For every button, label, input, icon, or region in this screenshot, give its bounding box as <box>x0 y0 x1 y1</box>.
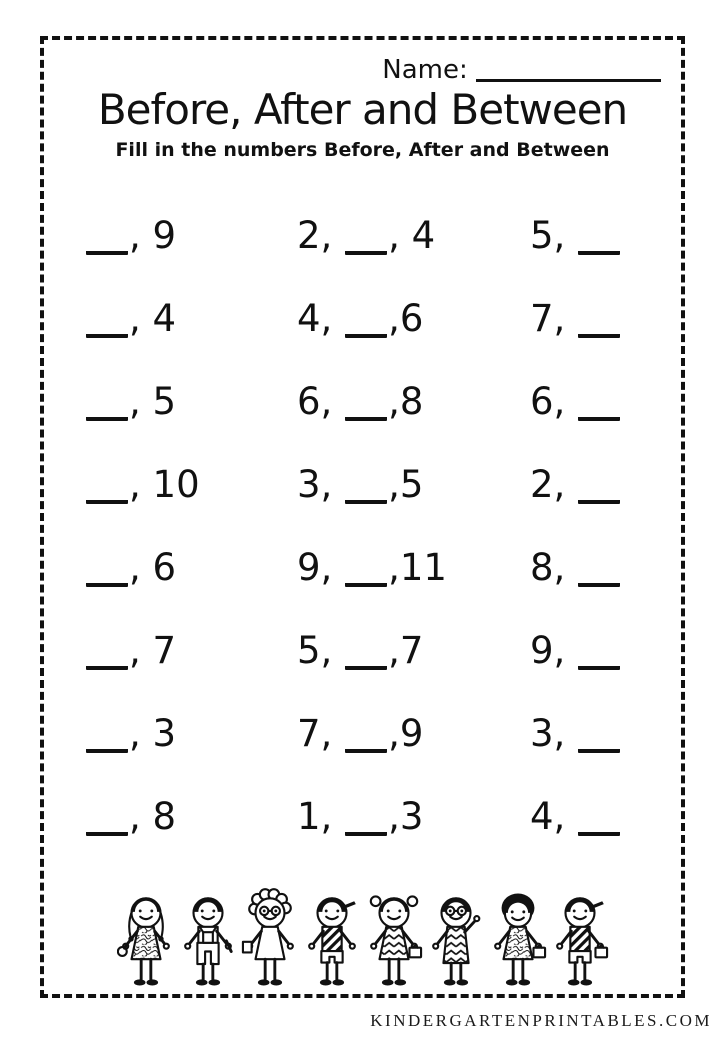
number-text: ,6 <box>388 297 424 340</box>
problem-between <box>297 692 530 775</box>
problem-after <box>530 443 673 526</box>
instructions-text: Fill in the numbers Before, After and Between <box>115 139 610 162</box>
number-text: 7, <box>530 297 578 340</box>
problem-before <box>85 526 297 609</box>
number-text: , 7 <box>129 629 177 672</box>
number-text: 4, <box>297 297 345 340</box>
boy-cap-striped-shirt-case-icon <box>551 885 609 989</box>
problem-before <box>85 277 297 360</box>
girl-pigtails-zigzag-dress-icon <box>365 885 423 989</box>
problem-between <box>297 526 530 609</box>
answer-blank[interactable] <box>345 225 387 255</box>
problem-between <box>297 360 530 443</box>
answer-blank[interactable] <box>578 391 620 421</box>
problem-before <box>85 775 297 858</box>
name-row <box>44 55 681 85</box>
problem-before <box>85 692 297 775</box>
number-text: , 9 <box>129 214 177 257</box>
answer-blank[interactable] <box>86 308 128 338</box>
number-text: , 10 <box>129 463 200 506</box>
boy-overalls-pencil-icon <box>179 885 237 989</box>
problem-between <box>297 277 530 360</box>
number-text: 7, <box>297 712 345 755</box>
name-fill-in-line[interactable] <box>476 59 661 82</box>
number-text: 2, <box>530 463 578 506</box>
problems-grid <box>85 194 673 858</box>
number-text: 9, <box>297 546 345 589</box>
number-text: 3, <box>530 712 578 755</box>
number-text: 5, <box>530 214 578 257</box>
page-title: Before, After and Between <box>97 85 628 134</box>
number-text: ,5 <box>388 463 424 506</box>
number-text: 6, <box>530 380 578 423</box>
answer-blank[interactable] <box>345 640 387 670</box>
answer-blank[interactable] <box>86 557 128 587</box>
answer-blank[interactable] <box>86 640 128 670</box>
problem-between <box>297 443 530 526</box>
answer-blank[interactable] <box>86 474 128 504</box>
number-text: , 5 <box>129 380 177 423</box>
problem-after <box>530 277 673 360</box>
problem-between <box>297 194 530 277</box>
problem-after <box>530 194 673 277</box>
answer-blank[interactable] <box>86 806 128 836</box>
number-text: 1, <box>297 795 345 838</box>
girl-bob-hair-case-icon <box>489 885 547 989</box>
number-text: , 4 <box>129 297 177 340</box>
problem-before <box>85 443 297 526</box>
problem-before <box>85 609 297 692</box>
number-text: 5, <box>297 629 345 672</box>
answer-blank[interactable] <box>86 723 128 753</box>
number-text: 2, <box>297 214 345 257</box>
number-text: 6, <box>297 380 345 423</box>
problem-after <box>530 609 673 692</box>
answer-blank[interactable] <box>578 474 620 504</box>
answer-blank[interactable] <box>345 391 387 421</box>
answer-blank[interactable] <box>345 806 387 836</box>
problem-before <box>85 194 297 277</box>
number-text: 9, <box>530 629 578 672</box>
worksheet-dashed-border <box>40 36 685 998</box>
boy-cap-striped-shirt-icon <box>303 885 361 989</box>
problem-after <box>530 526 673 609</box>
number-text: ,9 <box>388 712 424 755</box>
number-text: , 3 <box>129 712 177 755</box>
number-text: , 6 <box>129 546 177 589</box>
answer-blank[interactable] <box>345 474 387 504</box>
problem-after <box>530 775 673 858</box>
answer-blank[interactable] <box>578 225 620 255</box>
problem-before <box>85 360 297 443</box>
girl-curly-hair-glasses-icon <box>241 885 299 989</box>
name-label: Name: <box>382 55 468 85</box>
answer-blank[interactable] <box>86 225 128 255</box>
answer-blank[interactable] <box>578 557 620 587</box>
boy-glasses-waving-icon <box>427 885 485 989</box>
problem-after <box>530 360 673 443</box>
answer-blank[interactable] <box>345 308 387 338</box>
children-illustration <box>44 885 681 989</box>
answer-blank[interactable] <box>578 723 620 753</box>
number-text: 8, <box>530 546 578 589</box>
answer-blank[interactable] <box>86 391 128 421</box>
number-text: , 8 <box>129 795 177 838</box>
problem-after <box>530 692 673 775</box>
number-text: 3, <box>297 463 345 506</box>
answer-blank[interactable] <box>578 806 620 836</box>
number-text: 4, <box>530 795 578 838</box>
number-text: , 4 <box>388 214 436 257</box>
number-text: ,3 <box>388 795 424 838</box>
number-text: ,8 <box>388 380 424 423</box>
answer-blank[interactable] <box>578 308 620 338</box>
problem-between <box>297 609 530 692</box>
problem-between <box>297 775 530 858</box>
girl-braids-magnifying-glass-icon <box>117 885 175 989</box>
answer-blank[interactable] <box>345 723 387 753</box>
website-footer: KINDERGARTENPRINTABLES.COM <box>370 1011 712 1030</box>
number-text: ,7 <box>388 629 424 672</box>
answer-blank[interactable] <box>345 557 387 587</box>
answer-blank[interactable] <box>578 640 620 670</box>
number-text: ,11 <box>388 546 447 589</box>
